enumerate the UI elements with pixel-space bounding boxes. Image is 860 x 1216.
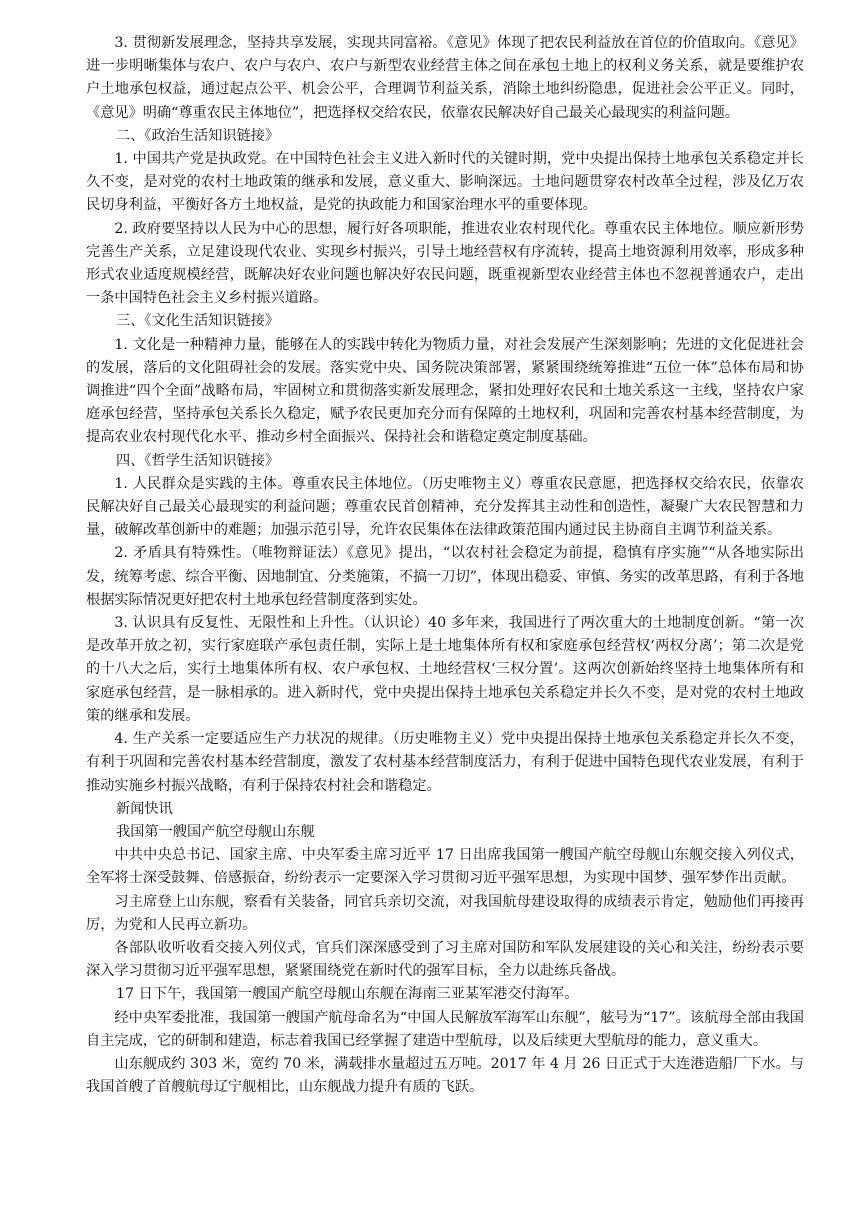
para-politics-1: 1. 中国共产党是执政党。在中国特色社会主义进入新时代的关键时期，党中央提出保持土地承包关系稳定并长久不变，是对党的农村土地政策的继承和发展，意义重大、影响深远。土地问题贯穿农村改革全过程，涉及亿万农民切身利益，平衡好各方土地权益，是党的执政能力和国家治理水平的重要体现。 [86,151,804,214]
para-philosophy-3: 3. 认识具有反复性、无限性和上升性。（认识论）40 多年来，我国进行了两次重大的土地制度创新。“第一次是改革开放之初，实行家庭联产承包责任制，实际上是土地集体所有权和家庭承包经营权‘两权分离’；第二次是党的十八大之后，实行土地集体所有权、农户承包权、土地经营权‘三权分置’。这两次创新始终坚持土地集体所有和家庭承包经营，是一脉相承的。进入新时代，党中央提出保持土地承包关系稳定并长久不变，是对党的农村土地政策的继承和发展。 [86,615,804,724]
news-para-2: 习主席登上山东舰，察看有关装备，同官兵亲切交流，对我国航母建设取得的成绩表示肯定，勉励他们再接再厉，为党和人民再立新功。 [86,893,804,933]
news-para-5: 经中央军委批准，我国第一艘国产航母命名为“中国人民解放军海军山东舰”，舷号为“17”。该航母全部由我国自主完成，它的研制和建造，标志着我国已经掌握了建造中型航母，以及后续更大型航母的能力，意义重大。 [86,1009,804,1049]
para-culture-1: 1. 文化是一种精神力量，能够在人的实践中转化为物质力量，对社会发展产生深刻影响；先进的文化促进社会的发展，落后的文化阻碍社会的发展。落实党中央、国务院决策部署，紧紧围绕统筹推进“五位一体”总体布局和协调推进“四个全面”战略布局，牢固树立和贯彻落实新发展理念，紧扣处理好农民和土地关系这一主线，坚持农户家庭承包经营，坚持承包关系长久稳定，赋予农民更加充分而有保障的土地权利，巩固和完善农村基本经营制度，为提高农业农村现代化水平、推动乡村全面振兴、保持社会和谐稳定奠定制度基础。 [86,336,804,446]
news-headline: 我国第一艘国产航空母舰山东舰 [116,823,315,840]
section-heading-culture: 三、《文化生活知识链接》 [116,313,280,330]
news-para-4: 17 日下午，我国第一艘国产航空母舰山东舰在海南三亚某军港交付海军。 [116,986,579,1003]
para-politics-2: 2. 政府要坚持以人民为中心的思想，履行好各项职能，推进农业农村现代化。尊重农民主体地位。顺应新形势完善生产关系，立足建设现代农业、实现乡村振兴，引导土地经营权有序流转，提高土地资源利用效率，形成多种形式农业适度规模经营，既解决好农业问题也解决好农民问题，既重视新型农业经营主体也不忽视普通农户，走出一条中国特色社会主义乡村振兴道路。 [86,220,804,307]
news-para-3: 各部队收听收看交接入列仪式，官兵们深深感受到了习主席对国防和军队发展建设的关心和关注，纷纷表示要深入学习贯彻习近平强军思想，紧紧围绕党在新时代的强军目标，全力以赴练兵备战。 [86,939,804,980]
para-philosophy-2: 2. 矛盾具有特殊性。（唯物辩证法）《意见》提出，“以农村社会稳定为前提，稳慎有序实施”“从各地实际出发，统筹考虑、综合平衡、因地制宜、分类施策，不搞一刀切”，体现出稳妥、审慎、务实的改革思路，有利于各地根据实际情况更好把农村土地承包经营制度落到实处。 [86,545,804,608]
para-philosophy-1: 1. 人民群众是实践的主体。尊重农民主体地位。（历史唯物主义）尊重农民意愿，把选择权交给农民，依靠农民解决好自己最关心最现实的利益问题；尊重农民首创精神，充分发挥其主动性和创造性，凝聚广大农民智慧和力量，破解改革创新中的难题；加强示范引导，允许农民集体在法律政策范围内通过民主协商自主调节利益关系。 [86,475,804,539]
section-heading-politics: 二、《政治生活知识链接》 [116,127,280,144]
para-economic-3: 3. 贯彻新发展理念，坚持共享发展，实现共同富裕。《意见》体现了把农民利益放在首位的价值取向。《意见》进一步明晰集体与农户、农户与农户、农户与新型农业经营主体之间在承包土地上的权利义务关系，就是要维护农户土地承包权益，通过起点公平、机会公平，合理调节利益关系，消除土地纠纷隐患，促进社会公平正义。同时，《意见》明确“尊重农民主体地位”，把选择权交给农民，依靠农民解决好自己最关心最现实的利益问题。 [86,35,804,121]
news-para-1: 中共中央总书记、国家主席、中央军委主席习近平 17 日出席我国第一艘国产航空母舰山东舰交接入列仪式，全军将士深受鼓舞、倍感振奋，纷纷表示一定要深入学习贯彻习近平强军思想，为实现中国梦、强军梦作出贡献。 [86,847,804,887]
news-section-heading: 新闻快讯 [116,800,173,817]
para-philosophy-4: 4. 生产关系一定要适应生产力状况的规律。（历史唯物主义）党中央提出保持土地承包关系稳定并长久不变，有利于巩固和完善农村基本经营制度，激发了农村基本经营制度活力，有利于促进中国特色现代农业发展，有利于推动实施乡村振兴战略，有利于保持农村社会和谐稳定。 [86,731,804,794]
section-heading-philosophy: 四、《哲学生活知识链接》 [116,452,280,469]
news-para-6: 山东舰成约 303 米，宽约 70 米，满载排水量超过五万吨。2017 年 4 月 26 日正式于大连港造船厂下水。与我国首艘了首艘航母辽宁舰相比，山东舰战力提升有质的飞跃。 [86,1055,804,1096]
